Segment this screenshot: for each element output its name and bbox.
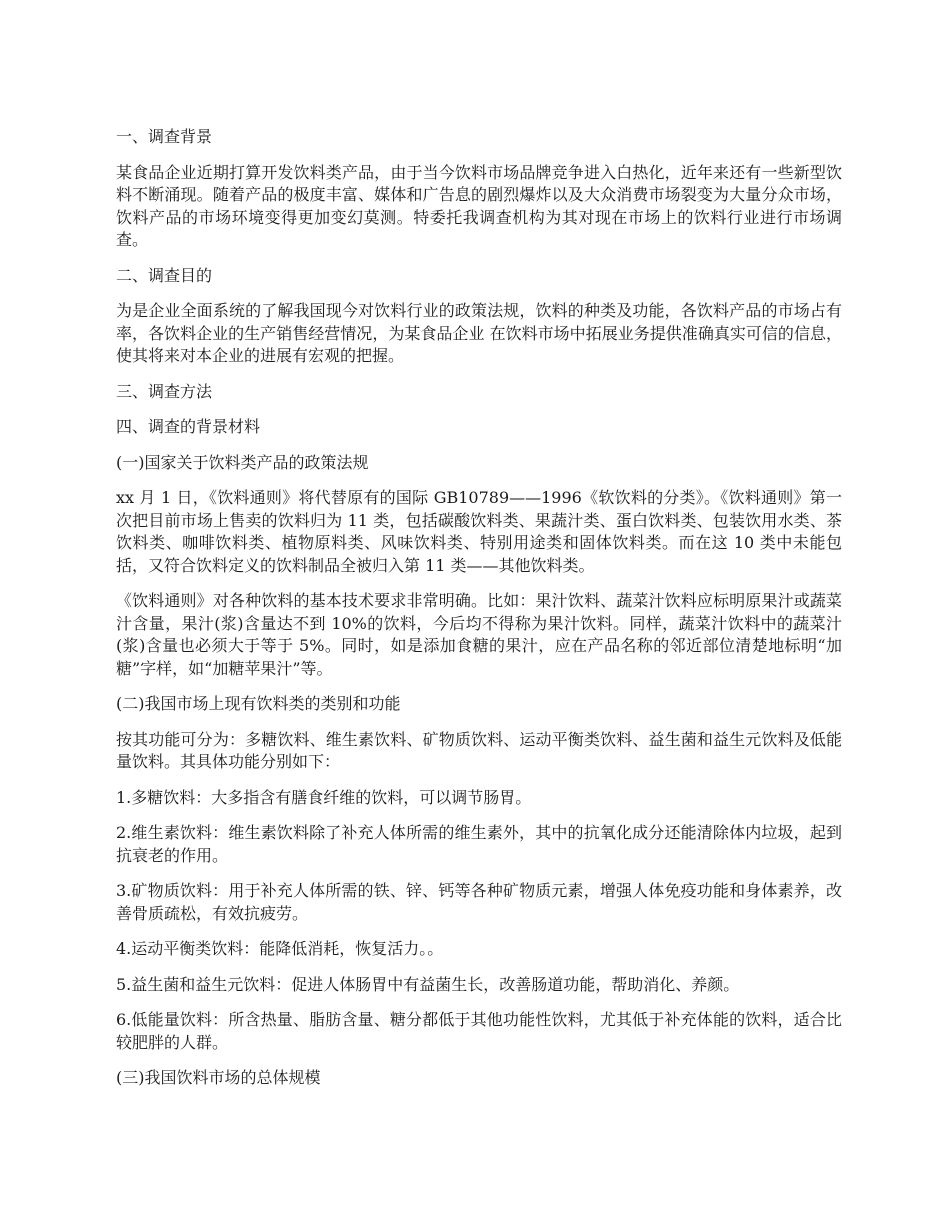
list-item-vitamin: 2.维生素饮料：维生素饮料除了补充人体所需的维生素外，其中的抗氧化成分还能清除体内垃圾，起到抗衰老的作用。: [116, 823, 842, 865]
subsection-heading-market-size: (三)我国饮料市场的总体规模: [116, 1068, 321, 1087]
subsection-heading-policy: (一)国家关于饮料类产品的政策法规: [116, 452, 369, 472]
subsection-heading-categories: (二)我国市场上现有饮料类的类别和功能: [116, 694, 401, 713]
section-heading-materials: 四、调查的背景材料: [116, 417, 261, 436]
document-body: [116, 126, 842, 1103]
list-item-sports: 4.运动平衡类饮料：能降低消耗，恢复活力。。: [116, 939, 444, 958]
section-heading-method: 三、调查方法: [116, 381, 213, 401]
list-item-low-energy: 6.低能量饮料：所含热量、脂肪含量、糖分都低于其他功能性饮料，尤其低于补充体能的饮料，适合比较肥胖的人群。: [116, 1010, 842, 1052]
list-item-probiotic: 5.益生菌和益生元饮料：促进人体肠胃中有益菌生长，改善肠道功能，帮助消化、养颜。: [116, 974, 740, 994]
paragraph-policy-requirements: 《饮料通则》对各种饮料的基本技术要求非常明确。比如：果汁饮料、蔬菜汁饮料应标明原果汁或蔬菜汁含量，果汁(浆)含量达不到 10%的饮料，今后均不得称为果汁饮料。同样，蔬菜汁饮料中的蔬菜汁(浆)含量也必须大于等于 5%。同时，如是添加食糖的果汁，应在产品名称的邻近部位清楚地标明“加糖”字样，如“加糖苹果汁”等。: [116, 591, 842, 678]
paragraph-policy-general: xx 月 1 日，《饮料通则》将代替原有的国际 GB10789——1996《软饮料的分类》。《饮料通则》第一次把目前市场上售卖的饮料归为 11 类，包括碳酸饮料类、果蔬汁类、蛋白饮料类、包装饮用水类、茶饮料类、咖啡饮料类、植物原料类、风味饮料类、特别用途类和固体饮料类。而在这 10 类中未能包括，又符合饮料定义的饮料制品全被归入第 11 类——其他饮料类。: [116, 488, 842, 575]
paragraph-background: 某食品企业近期打算开发饮料类产品，由于当今饮料市场品牌竞争进入白热化，近年来还有一些新型饮料不断涌现。随着产品的极度丰富、媒体和广告息的剧烈爆炸以及大众消费市场裂变为大量分众市场，饮料产品的市场环境变得更加变幻莫测。特委托我调查机构为其对现在市场上的饮料行业进行市场调查。: [116, 162, 842, 249]
section-heading-purpose: 二、调查目的: [116, 265, 213, 285]
list-item-polysaccharide: 1.多糖饮料：大多指含有膳食纤维的饮料，可以调节肠胃。: [116, 787, 532, 807]
paragraph-purpose: 为是企业全面系统的了解我国现今对饮料行业的政策法规，饮料的种类及功能，各饮料产品的市场占有率，各饮料企业的生产销售经营情况，为某食品企业 在饮料市场中拓展业务提供准确真实可信的信息，使其将来对本企业的进展有宏观的把握。: [116, 301, 842, 365]
section-heading-background: 一、调查背景: [116, 127, 213, 146]
paragraph-categories-intro: 按其功能可分为：多糖饮料、维生素饮料、矿物质饮料、运动平衡类饮料、益生菌和益生元饮料及低能量饮料。其具体功能分别如下：: [116, 729, 842, 771]
list-item-mineral: 3.矿物质饮料：用于补充人体所需的铁、锌、钙等各种矿物质元素，增强人体免疫功能和身体素养，改善骨质疏松，有效抗疲劳。: [116, 881, 842, 923]
